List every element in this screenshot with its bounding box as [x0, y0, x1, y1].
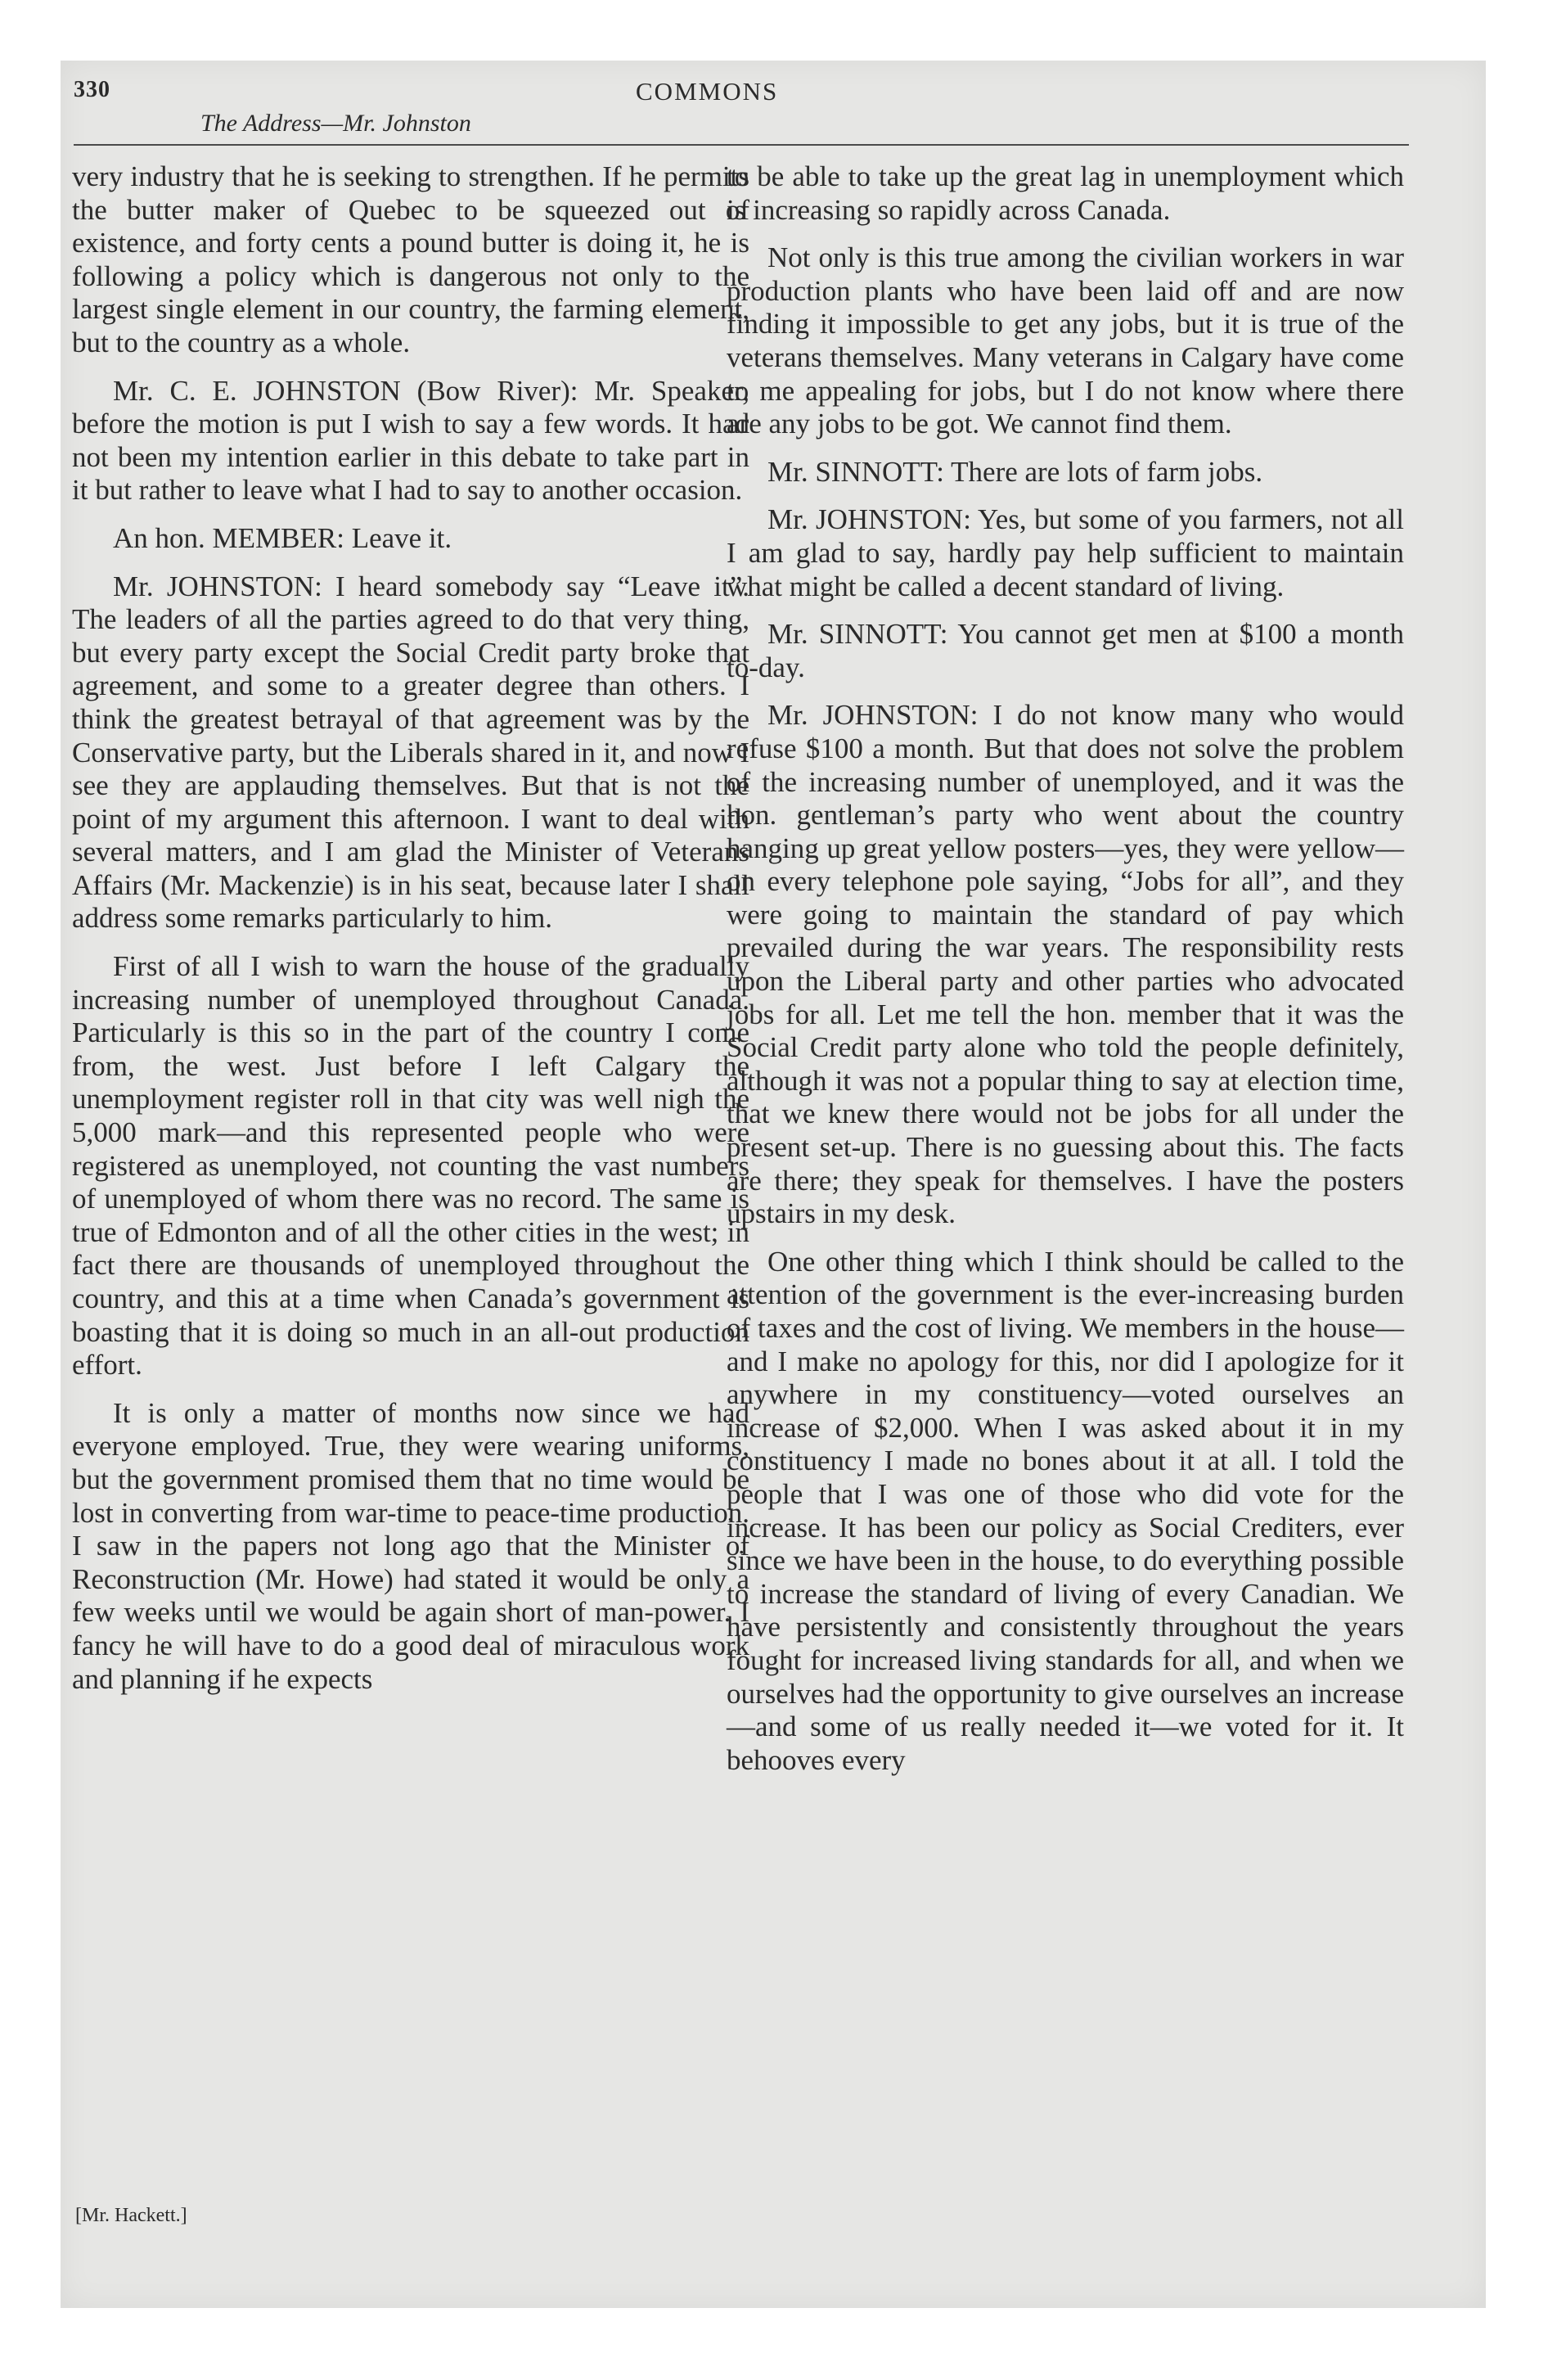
paragraph: very industry that he is seeking to strengthen. If he permits the butter maker of Quebec to be squeezed out of existence, and forty cents a pound butter is doing it, he is following a policy which is dangerous not only to the largest single element in our country, the farming element, but to the country as a whole.	[72, 160, 749, 358]
header-rule	[74, 144, 1409, 146]
paragraph: Mr. SINNOTT: You cannot get men at $100 a month to-day.	[727, 618, 1404, 683]
paragraph: Mr. JOHNSTON: Yes, but some of you farmers, not all I am glad to say, hardly pay help sufficient to maintain what might be called a decent standard of living.	[727, 503, 1404, 602]
paragraph: First of all I wish to warn the house of the gradually increasing number of unemployed throughout Canada. Particularly is this so in the part of the country I come from, the west. Just before I left Calgary the unemployment register roll in that city was well nigh the 5,000 mark—and this represented people who were registered as unemployed, not counting the vast numbers of unemployed of whom there was no record. The same is true of Edmonton and of all the other cities in the west; in fact there are thousands of unemployed throughout the country, and this at a time when Canada’s government is boasting that it is doing so much in an all-out production effort.	[72, 950, 749, 1382]
paragraph: Mr. JOHNSTON: I heard somebody say “Leave it”. The leaders of all the parties agreed to do that very thing, but every party except the Social Credit party broke that agreement, and some to a greater degree than others. I think the greatest betrayal of that agreement was by the Conservative party, but the Liberals shared in it, and now I see they are applauding themselves. But that is not the point of my argument this afternoon. I want to deal with several matters, and I am glad the Minister of Veterans Affairs (Mr. Mackenzie) is in his seat, because later I shall address some remarks particularly to him.	[72, 570, 749, 935]
paragraph: Mr. JOHNSTON: I do not know many who would refuse $100 a month. But that does not solve the problem of the increasing number of unemployed, and it was the hon. gentleman’s party who went about the country hanging up great yellow posters—yes, they were yellow—on every telephone pole saying, “Jobs for all”, and they were going to maintain the standard of pay which prevailed during the war years. The responsibility rests upon the Liberal party and other parties who advocated jobs for all. Let me tell the hon. member that it was the Social Credit party alone who told the people definitely, although it was not a popular thing to say at election time, that we knew there would not be jobs for all under the present set-up. There is no guessing about this. The facts are there; they speak for themselves. I have the posters upstairs in my desk.	[727, 699, 1404, 1230]
paragraph: Mr. C. E. JOHNSTON (Bow River): Mr. Speaker, before the motion is put I wish to say a few words. It had not been my intention earlier in this debate to take part in it but rather to leave what I had to say to another occasion.	[72, 374, 749, 507]
right-column	[727, 160, 1404, 1792]
paragraph: It is only a matter of months now since we had everyone employed. True, they were wearing uniforms, but the government promised them that no time would be lost in converting from war-time to peace-time production. I saw in the papers not long ago that the Minister of Reconstruction (Mr. Howe) had stated it would be only a few weeks until we would be again short of man-power. I fancy he will have to do a good deal of miraculous work and planning if he expects	[72, 1396, 749, 1695]
paragraph: Not only is this true among the civilian workers in war production plants who have been laid off and are now finding it impossible to get any jobs, but it is true of the veterans themselves. Many veterans in Calgary have come to me appealing for jobs, but I do not know where there are any jobs to be got. We cannot find them.	[727, 241, 1404, 440]
paragraph: Mr. SINNOTT: There are lots of farm jobs.	[767, 455, 1263, 488]
paragraph: An hon. MEMBER: Leave it.	[113, 521, 452, 554]
running-head: The Address—Mr. Johnston	[200, 110, 471, 137]
left-column	[72, 160, 749, 1711]
paragraph: One other thing which I think should be called to the attention of the government is the ever-increasing burden of taxes and the cost of living. We members in the house—and I make no apology for this, nor did I apologize for it anywhere in my constituency—voted ourselves an increase of $2,000. When I was asked about it in my constituency I made no bones about it at all. I told the people that I was one of those who did vote for the increase. It has been our policy as Social Crediters, ever since we have been in the house, to do everything possible to increase the standard of living of every Canadian. We have persistently and consistently throughout the years fought for increased living standards for all, and when we ourselves had the opportunity to give ourselves an increase—and some of us really needed it—we voted for it. It behooves every	[727, 1245, 1404, 1776]
section-title: COMMONS	[636, 77, 779, 106]
paragraph: to be able to take up the great lag in unemployment which is increasing so rapidly across Canada.	[727, 160, 1404, 226]
footnote: [Mr. Hackett.]	[75, 2205, 187, 2226]
page-number: 330	[74, 77, 110, 102]
